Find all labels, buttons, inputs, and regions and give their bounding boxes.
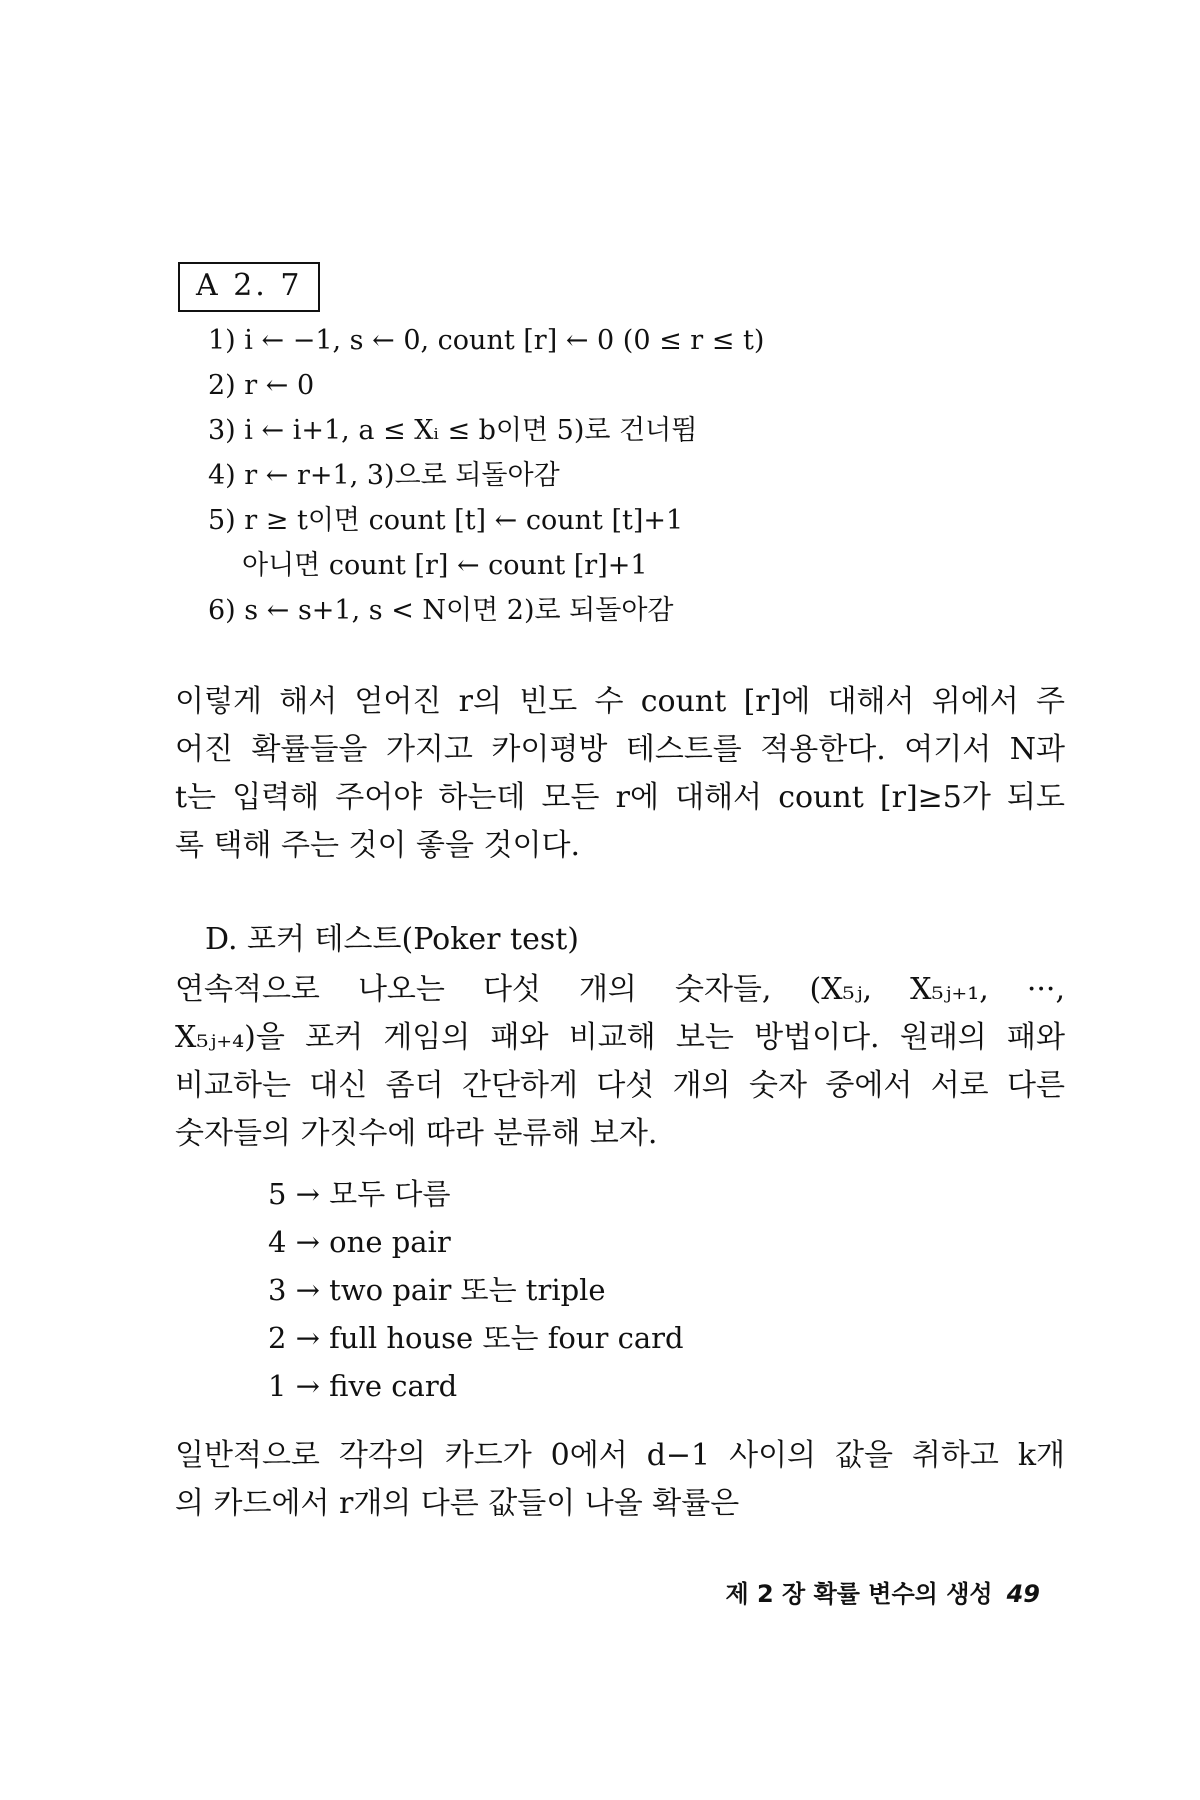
algorithm-step-6: 6) s ← s+1, s < N이면 2)로 되돌아감 (208, 595, 674, 626)
paragraph-line: 비교하는 대신 좀더 간단하게 다섯 개의 숫자 중에서 서로 다른 (175, 1068, 1065, 1103)
category-mapping-list (268, 1170, 684, 1410)
chapter-title: 제 2 장 확률 변수의 생성 (725, 1580, 993, 1608)
paragraph-line: 의 카드에서 r개의 다른 값들이 나올 확률은 (175, 1486, 740, 1521)
algorithm-label: A 2. 7 (178, 262, 320, 312)
algorithm-step-4: 4) r ← r+1, 3)으로 되돌아감 (208, 460, 560, 491)
paragraph-line: 어진 확률들을 가지고 카이평방 테스트를 적용한다. 여기서 N과 (175, 732, 1065, 767)
mapping-item: 1 → five card (268, 1369, 458, 1403)
paragraph-count-explanation (175, 678, 1065, 870)
paragraph-line: 이렇게 해서 얻어진 r의 빈도 수 count [r]에 대해서 위에서 주 (175, 684, 1065, 719)
mapping-item: 5 → 모두 다름 (268, 1177, 451, 1211)
paragraph-poker-intro (175, 966, 1065, 1158)
paragraph-line: 연속적으로 나오는 다섯 개의 숫자들, (X₅ⱼ, X₅ⱼ₊₁, ···, (175, 972, 1065, 1007)
paragraph-line: X₅ⱼ₊₄)을 포커 게임의 패와 비교해 보는 방법이다. 원래의 패와 (175, 1020, 1065, 1055)
mapping-item: 4 → one pair (268, 1225, 451, 1259)
mapping-item: 3 → two pair 또는 triple (268, 1273, 606, 1307)
paragraph-line: 일반적으로 각각의 카드가 0에서 d−1 사이의 값을 취하고 k개 (175, 1438, 1065, 1473)
paragraph-line: t는 입력해 주어야 하는데 모든 r에 대해서 count [r]≥5가 되도 (175, 780, 1065, 815)
algorithm-step-2: 2) r ← 0 (208, 370, 315, 401)
algorithm-step-5-else: 아니면 count [r] ← count [r]+1 (242, 550, 648, 581)
paragraph-line: 록 택해 주는 것이 좋을 것이다. (175, 828, 580, 863)
paragraph-line: 숫자들의 가짓수에 따라 분류해 보자. (175, 1116, 658, 1151)
page-number: 49 (1006, 1580, 1040, 1608)
paragraph-probability (175, 1432, 1065, 1528)
mapping-item: 2 → full house 또는 four card (268, 1321, 684, 1355)
algorithm-steps (208, 318, 808, 633)
algorithm-step-5: 5) r ≥ t이면 count [t] ← count [t]+1 (208, 505, 684, 536)
page-footer (725, 1574, 1040, 1609)
section-heading: D. 포커 테스트(Poker test) (205, 922, 580, 957)
algorithm-step-1: 1) i ← −1, s ← 0, count [r] ← 0 (0 ≤ r ≤ t) (208, 325, 765, 356)
algorithm-step-3: 3) i ← i+1, a ≤ Xᵢ ≤ b이면 5)로 건너뜀 (208, 415, 698, 446)
